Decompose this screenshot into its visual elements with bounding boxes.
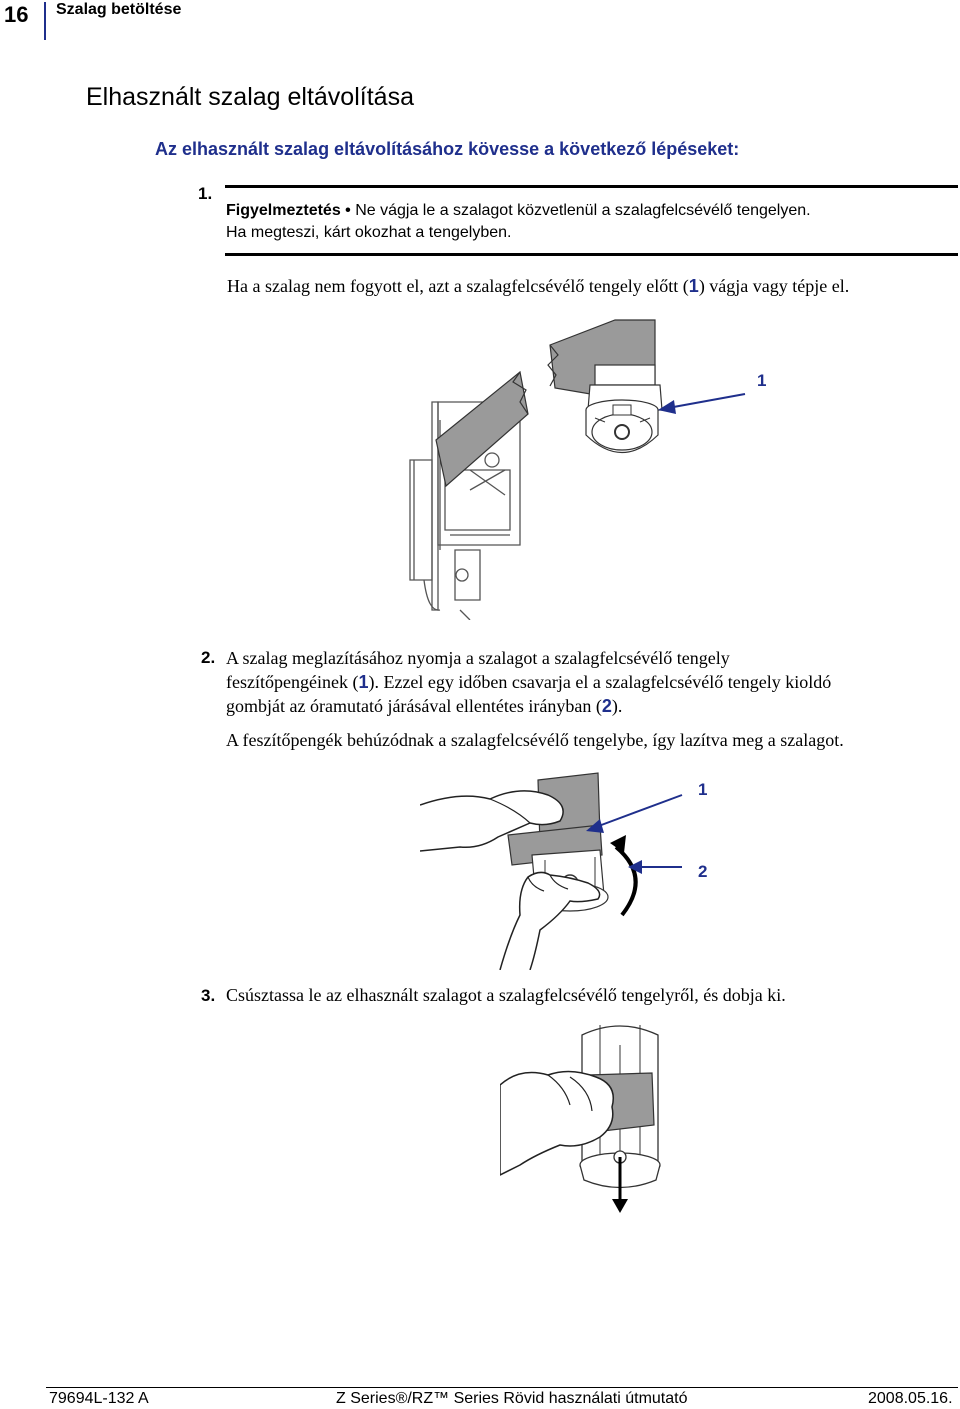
page-number: 16 (4, 2, 29, 27)
warning-label: Figyelmeztetés • (226, 202, 351, 219)
step-1-text (227, 275, 849, 297)
section-title: Szalag betöltése (56, 1, 182, 18)
step-2-note: A feszítőpengék behúzódnak a szalagfelcsévélő tengelybe, így lazítva meg a szalagot. (226, 730, 844, 750)
intro-text: Az elhasznált szalag eltávolításához kövesse a következő lépéseket: (155, 139, 740, 159)
step-2-line-3b: ). (611, 696, 623, 716)
footer-date: 2008.05.16. (868, 1390, 953, 1407)
hands-loosen-ribbon-illustration (420, 765, 740, 970)
header-divider (44, 2, 46, 40)
footer-rule (46, 1387, 958, 1388)
warning-text-1: Ne vágja le a szalagot közvetlenül a szalagfelcsévélő tengelyen. (350, 202, 811, 219)
footer-guide-title: Z Series®/RZ™ Series Rövid használati útmutató (336, 1390, 688, 1407)
page-title: Elhasznált szalag eltávolítása (86, 83, 414, 111)
step-3-number: 3. (201, 986, 216, 1005)
step-2-number: 2. (201, 648, 216, 667)
step-1-ref: 1 (688, 276, 699, 296)
step-2-line-2b: ). Ezzel egy időben csavarja el a szalagfelcsévélő tengely kioldó (368, 672, 832, 692)
footer-doc-id: 79694L-132 A (49, 1390, 149, 1407)
step-2-text (226, 646, 831, 718)
step-1-text-a: Ha a szalag nem fogyott el, azt a szalagfelcsévélő tengely előtt ( (227, 276, 689, 296)
warning-bottom-rule (225, 253, 958, 256)
step-2-ref-2: 2 (601, 696, 612, 716)
step-1-text-b: ) vágja vagy tépje el. (698, 276, 850, 296)
callout-2: 2 (698, 862, 708, 881)
step-2-ref-1: 1 (358, 672, 369, 692)
step-1-number: 1. (198, 184, 213, 203)
callout-1: 1 (698, 780, 708, 799)
step-2-line-1: A szalag meglazításához nyomja a szalagot a szalagfelcsévélő tengely (226, 648, 730, 668)
step-3-text: Csúsztassa le az elhasznált szalagot a szalagfelcsévélő tengelyről, és dobja ki. (226, 985, 786, 1005)
warning-block (226, 200, 811, 244)
step-2-line-3a: gombját az óramutató járásával ellentétes irányban ( (226, 696, 602, 716)
warning-top-rule (225, 185, 958, 188)
callout-1: 1 (757, 371, 767, 390)
slide-ribbon-off-illustration (500, 1015, 700, 1215)
printer-ribbon-cut-illustration (400, 310, 800, 620)
step-2-line-2a: feszítőpengéinek ( (226, 672, 359, 692)
warning-text-2: Ha megteszi, kárt okozhat a tengelyben. (226, 224, 512, 241)
